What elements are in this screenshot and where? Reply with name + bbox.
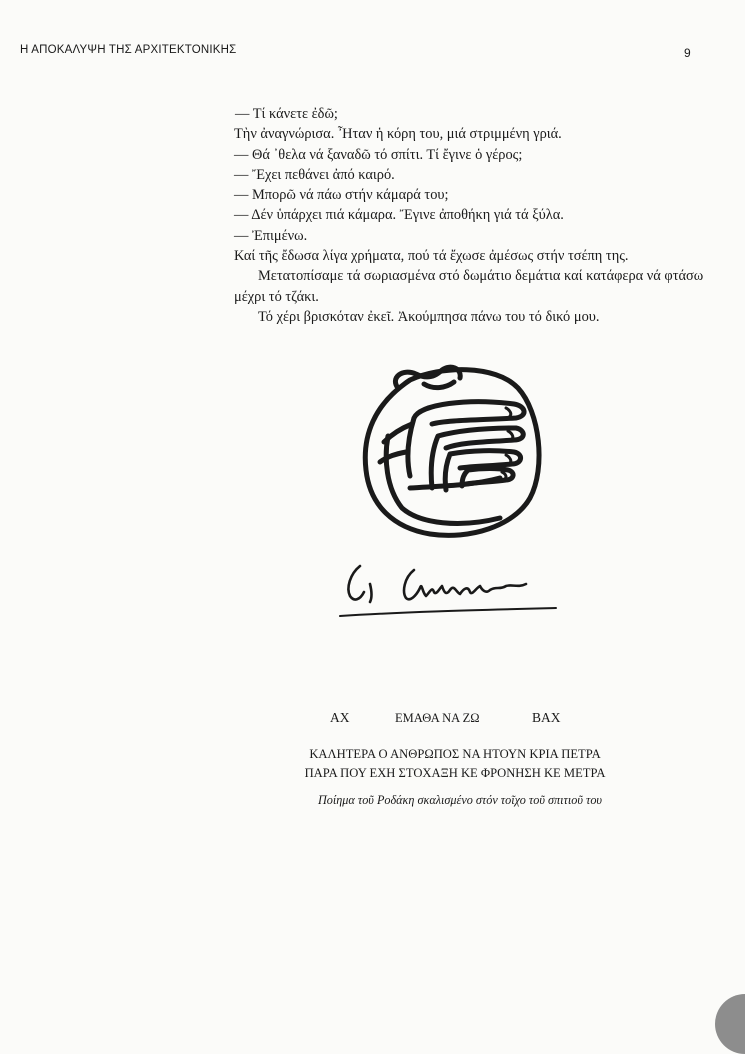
poem-title-right: ΒΑΧ [532,710,561,725]
dialogue-line: — Δέν ὑπάρχει πιά κάμαρα. Ἔγινε ἀποθήκη γιά τά ξύλα. [234,207,564,224]
body-text [234,104,704,327]
signature-image [330,556,570,626]
dialogue-line: — Τί κάνετε ἐδῶ; [235,106,338,122]
dialogue-line: Τὴν ἀναγνώρισα. Ἦταν ἡ κόρη του, μιά στριμμένη γριά. [234,126,562,143]
dialogue-line: — Θά ᾽θελα νά ξαναδῶ τό σπίτι. Τί ἔγινε ὁ γέρος; [234,146,523,163]
dialogue-line: — Ἔχει πεθάνει ἀπό καιρό. [234,166,395,183]
hand-drawing-illustration [350,358,550,558]
running-head: Η ΑΠΟΚΑΛΥΨΗ ΤΗΣ ΑΡΧΙΤΕΚΤΟΝΙΚΗΣ [20,44,237,56]
poem-title-middle: ΕΜΑΘΑ ΝΑ ΖΩ [395,711,480,725]
poem-title-left: ΑΧ [330,710,350,725]
poem-caption: Ποίημα τοῦ Ροδάκη σκαλισμένο στόν τοῖχο τοῦ σπιτιοῦ του [317,793,603,807]
poem-verse [290,745,620,783]
dialogue-line: — Μπορῶ νά πάω στήν κάμαρά του; [234,187,449,204]
paragraph: Τό χέρι βρισκόταν ἐκεῖ. Ἀκούμπησα πάνω του τό δικό μου. [258,308,600,325]
paragraph: Καί τῆς ἔδωσα λίγα χρήματα, πού τά ἔχωσε ἀμέσως στήν τσέπη της. [234,248,629,265]
page-number: 9 [684,46,691,60]
paragraph: Μετατοπίσαμε τά σωριασμένα στό δωμάτιο δεμάτια καί κατάφερα νά φτάσω μέχρι τό τζάκι. [234,268,704,305]
dialogue-line: — Ἐπιμένω. [234,227,308,244]
poem-line: ΠΑΡΑ ΠΟΥ ΕΧΗ ΣΤΟΧΑΞΗ ΚΕ ΦΡΟΝΗΣΗ ΚΕ ΜΕΤΡΑ [304,766,606,780]
page-corner-shadow [715,994,745,1054]
poem-line: ΚΑΛΗΤΕΡΑ Ο ΑΝΘΡΩΠΟΣ ΝΑ ΗΤΟΥΝ ΚΡΙΑ ΠΕΤΡΑ [309,747,601,761]
